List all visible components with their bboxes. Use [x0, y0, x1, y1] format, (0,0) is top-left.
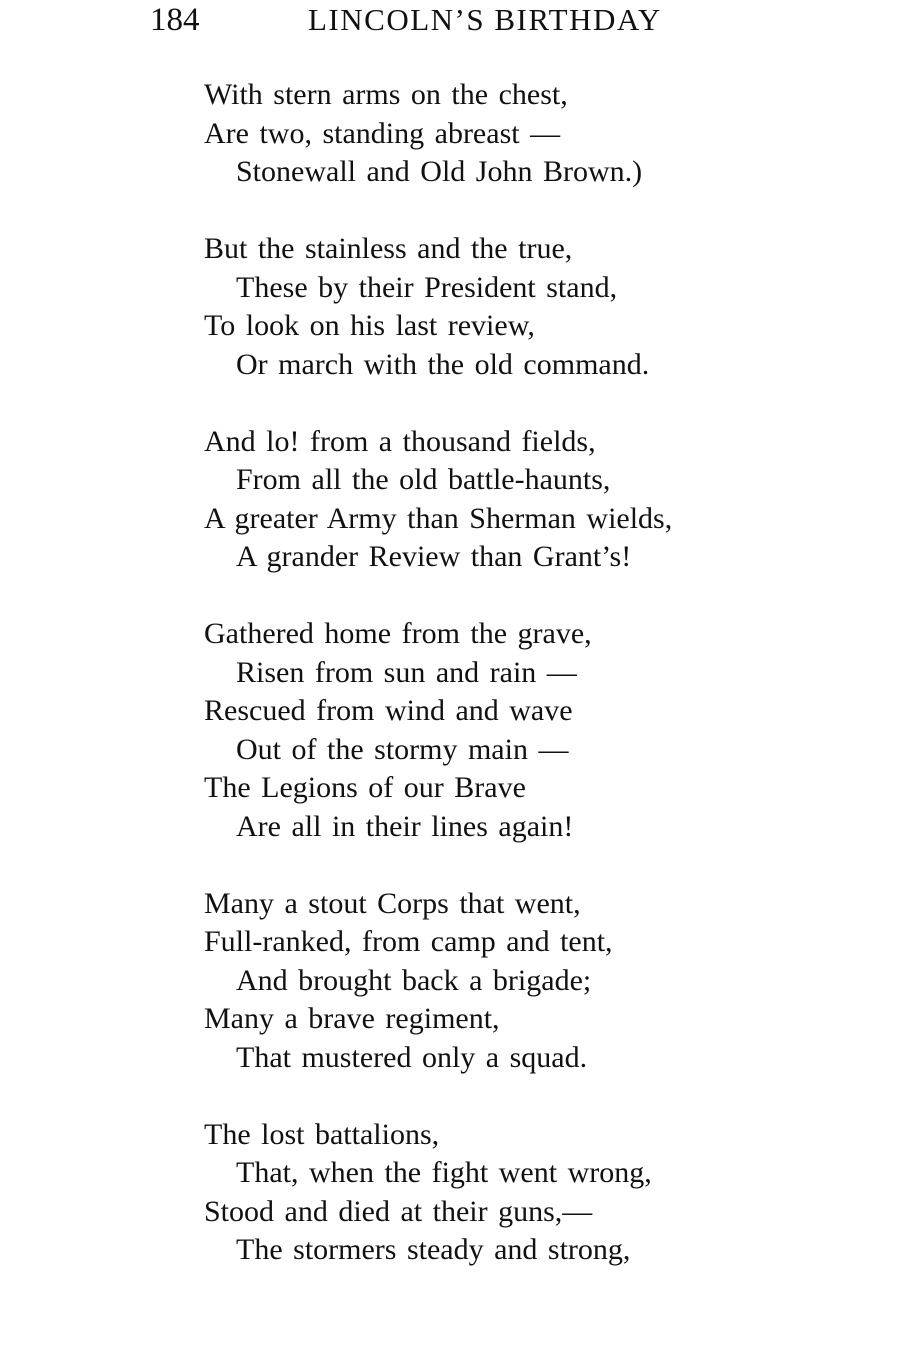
poem-line: The stormers steady and strong, [236, 1233, 631, 1266]
poem-line: Stood and died at their guns,— [204, 1194, 593, 1228]
poem-line: These by their President stand, [236, 270, 618, 304]
poem-line: Or march with the old command. [236, 347, 650, 381]
poem-line: From all the old battle-haunts, [236, 463, 611, 496]
stanza [204, 423, 804, 577]
poem-line: Are all in their lines again! [236, 809, 574, 843]
poem-line: And lo! from a thousand fields, [204, 424, 596, 458]
poem-line: With stern arms on the chest, [204, 78, 568, 111]
poem-line: Out of the stormy main — [236, 732, 569, 766]
poem-line: A grander Review than Grant’s! [236, 540, 632, 573]
stanza [204, 230, 804, 384]
poem-line: The Legions of our Brave [204, 771, 526, 804]
stanza [204, 1116, 804, 1270]
poem-line: A greater Army than Sherman wields, [204, 501, 673, 535]
stanza [204, 76, 804, 192]
poem-line: Many a stout Corps that went, [204, 886, 581, 920]
poem-body [204, 76, 804, 1308]
poem-line: Stonewall and Old John Brown.) [236, 155, 643, 188]
poem-line: Gathered home from the grave, [204, 617, 592, 650]
poem-line: Many a brave regiment, [204, 1002, 500, 1035]
poem-line: That, when the fight went wrong, [236, 1156, 652, 1189]
poem-line: To look on his last review, [204, 309, 535, 342]
stanza [204, 615, 804, 846]
poem-line: Risen from sun and rain — [236, 655, 577, 689]
poem-line: Full-ranked, from camp and tent, [204, 925, 613, 958]
running-head [150, 2, 710, 42]
poem-line: But the stainless and the true, [204, 232, 573, 265]
poem-line: And brought back a brigade; [236, 963, 592, 997]
poem-line: That mustered only a squad. [236, 1040, 588, 1074]
running-title: LINCOLN’S BIRTHDAY [308, 2, 662, 37]
page-number: 184 [150, 2, 200, 38]
poem-line: The lost battalions, [204, 1117, 440, 1151]
poem-line: Rescued from wind and wave [204, 694, 573, 727]
stanza [204, 885, 804, 1078]
poem-line: Are two, standing abreast — [204, 116, 561, 150]
